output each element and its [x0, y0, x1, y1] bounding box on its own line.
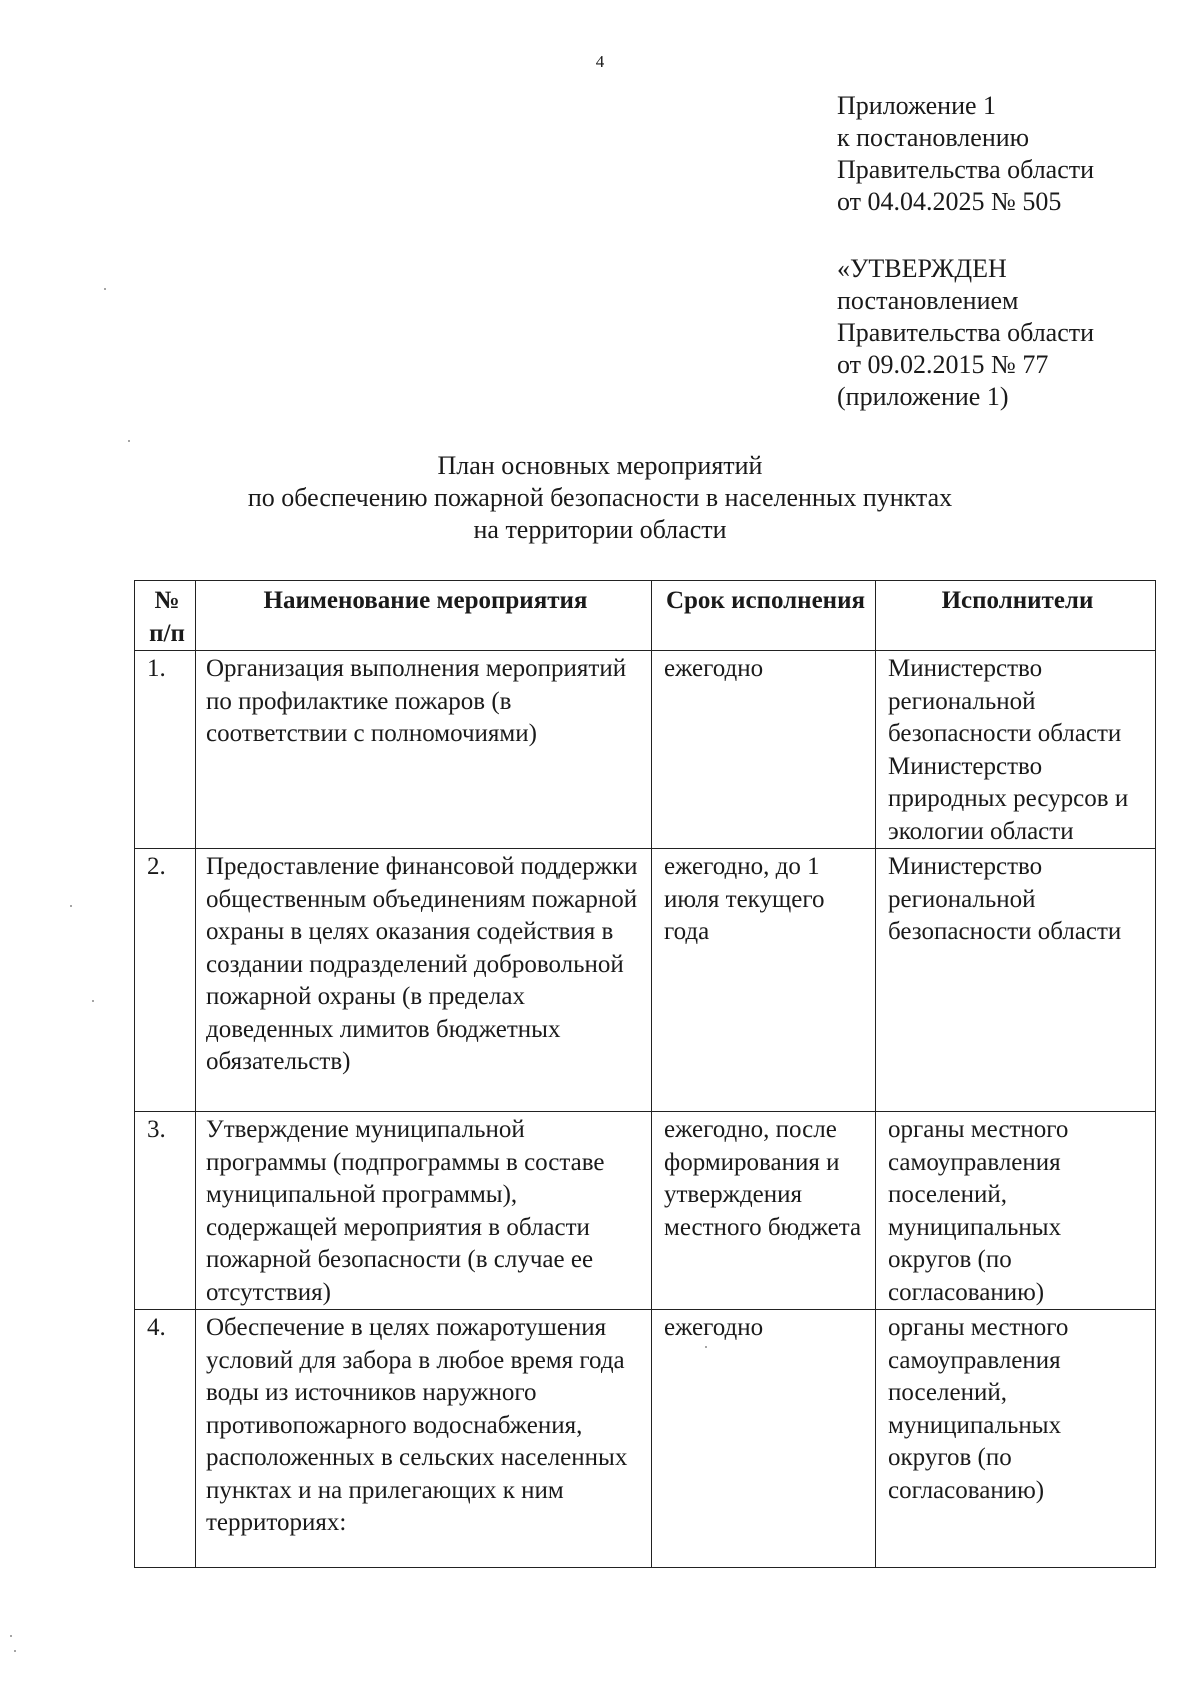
approval-block: [837, 253, 1094, 413]
measure-term: ежегодно: [652, 651, 876, 849]
attachment-line: от 04.04.2025 № 505: [837, 187, 1062, 216]
attachment-line: к постановлению: [837, 123, 1030, 152]
attachment-block: [837, 90, 1094, 218]
title-line: План основных мероприятий: [437, 451, 763, 480]
measure-executors: органы местного самоуправления поселений, муниципальных округов (по согласованию): [876, 1112, 1156, 1310]
row-number: 1.: [135, 651, 196, 849]
attachment-line: Правительства области: [837, 155, 1095, 184]
approval-line: от 09.02.2015 № 77: [837, 350, 1049, 379]
approval-line: (приложение 1): [837, 382, 1009, 411]
document-title: [0, 450, 1200, 546]
row-number: 4.: [135, 1310, 196, 1568]
measure-name: Утверждение муниципальной программы (подпрограммы в составе муниципальной программы), содержащей мероприятия в области пожарной безопасности (в случае ее отсутствия): [196, 1112, 652, 1310]
scan-speck: [70, 905, 72, 907]
row-number: 2.: [135, 849, 196, 1112]
attachment-line: Приложение 1: [837, 91, 997, 120]
table-row: [135, 849, 1156, 1112]
scan-speck: [92, 1000, 94, 1002]
approval-line: Правительства области: [837, 318, 1095, 347]
approval-line: постановлением: [837, 286, 1019, 315]
page-number: 4: [595, 52, 605, 71]
measure-name: Обеспечение в целях пожаротушения условий для забора в любое время года воды из источников наружного противопожарного водоснабжения, расположенных в сельских населенных пунктах и на прилегающих к ним территориях:: [196, 1310, 652, 1568]
header-executors: Исполнители: [876, 581, 1156, 651]
table-row: [135, 1310, 1156, 1568]
row-number: 3.: [135, 1112, 196, 1310]
measure-term: ежегодно, после формирования и утверждения местного бюджета: [652, 1112, 876, 1310]
measure-term: ежегодно: [652, 1310, 876, 1568]
measure-executors: органы местного самоуправления поселений, муниципальных округов (по согласованию): [876, 1310, 1156, 1568]
title-line: по обеспечению пожарной безопасности в населенных пунктах: [247, 483, 953, 512]
measure-executors: Министерство региональной безопасности области: [876, 849, 1156, 1112]
measure-term: ежегодно, до 1 июля текущего года: [652, 849, 876, 1112]
header-num: № п/п: [135, 581, 196, 651]
table-header-row: [135, 581, 1156, 651]
scan-speck: [104, 288, 106, 290]
table-row: [135, 651, 1156, 849]
measure-executors: Министерство региональной безопасности области Министерство природных ресурсов и экологии области: [876, 651, 1156, 849]
measures-table: [134, 580, 1156, 1568]
header-name: Наименование мероприятия: [196, 581, 652, 651]
header-term: Срок исполнения: [652, 581, 876, 651]
scan-speck: [705, 1346, 707, 1348]
measure-name: Организация выполнения мероприятий по профилактике пожаров (в соответствии с полномочиями): [196, 651, 652, 849]
scan-speck: [10, 1635, 12, 1637]
table-row: [135, 1112, 1156, 1310]
approval-line: «УТВЕРЖДЕН: [837, 254, 1007, 283]
title-line: на территории области: [473, 515, 727, 544]
scan-speck: [14, 1650, 16, 1652]
measure-name: Предоставление финансовой поддержки общественным объединениям пожарной охраны в целях оказания содействия в создании подразделений добровольной пожарной охраны (в пределах доведенных лимитов бюджетных обязательств): [196, 849, 652, 1112]
scan-speck: [128, 440, 130, 442]
